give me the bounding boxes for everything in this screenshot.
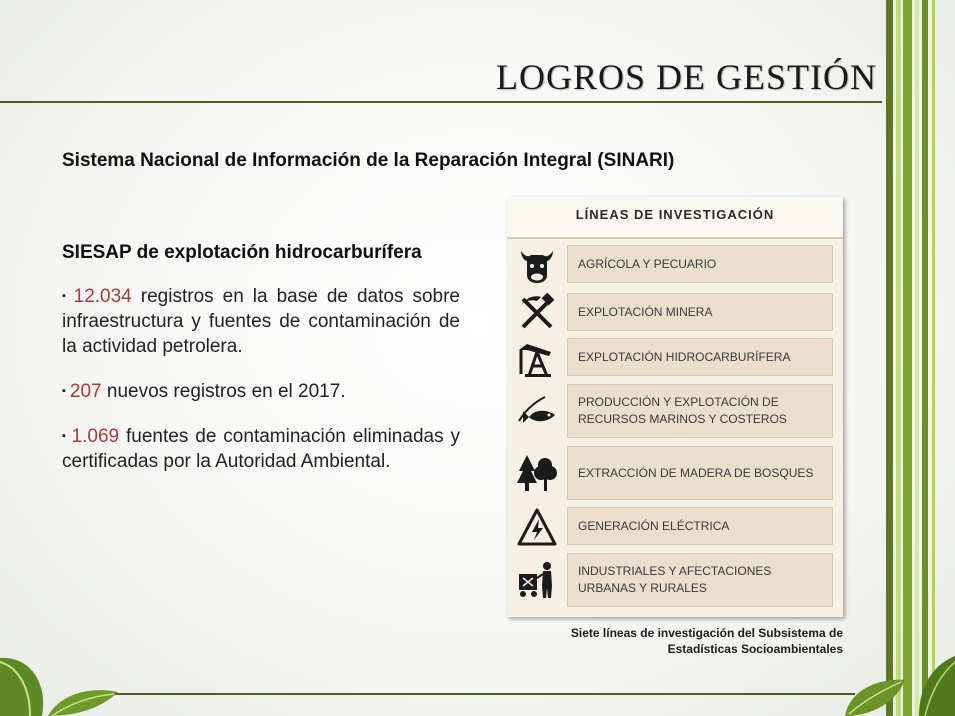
bullet-text: registros en la base de datos sobre infraestructura y fuentes de contaminación de la actividad petrolera. <box>62 286 460 357</box>
research-line-row <box>507 245 843 283</box>
fish-hook-icon <box>517 391 557 431</box>
left-column <box>62 240 460 494</box>
highlight-number: 1.069 <box>71 426 120 447</box>
oil-pump-icon <box>517 338 557 378</box>
section-heading: SIESAP de explotación hidrocarburífera <box>62 242 422 263</box>
research-line-label: INDUSTRIALES Y AFECTACIONES URBANAS Y RURALES <box>567 553 833 607</box>
page-subtitle: Sistema Nacional de Información de la Reparación Integral (SINARI) <box>62 150 675 171</box>
research-line-label: EXPLOTACIÓN MINERA <box>567 293 833 331</box>
leaf-decoration-right <box>835 640 955 716</box>
bullet-marker: ▪ <box>62 430 68 442</box>
research-line-label: AGRÍCOLA Y PECUARIO <box>567 245 833 283</box>
decorative-stripe <box>915 0 919 716</box>
research-line-label: GENERACIÓN ELÉCTRICA <box>567 507 833 545</box>
research-line-row <box>507 507 843 545</box>
research-line-row <box>507 553 843 607</box>
research-line-row <box>507 446 843 500</box>
bullet-item <box>62 284 460 359</box>
cow-icon <box>517 245 557 285</box>
decorative-stripe <box>886 0 893 716</box>
research-line-row <box>507 293 843 331</box>
highlight-number: 12.034 <box>73 286 132 307</box>
bullet-marker: ▪ <box>62 385 66 397</box>
page-title: LOGROS DE GESTIÓN <box>496 57 877 97</box>
leaf-decoration-left <box>0 628 120 716</box>
trees-icon <box>517 453 557 493</box>
research-line-label: EXTRACCIÓN DE MADERA DE BOSQUES <box>567 446 833 500</box>
caption-line: Estadísticas Socioambientales <box>667 642 843 656</box>
title-divider <box>0 101 882 103</box>
panel-caption <box>507 625 843 657</box>
research-line-label: PRODUCCIÓN Y EXPLOTACIÓN DE RECURSOS MARINOS Y COSTEROS <box>567 384 833 438</box>
bullet-text: fuentes de contaminación eliminadas y certificadas por la Autoridad Ambiental. <box>62 426 460 472</box>
bullet-item <box>62 424 460 474</box>
research-line-row <box>507 338 843 376</box>
decorative-stripe <box>932 0 935 716</box>
decorative-stripe <box>903 0 912 716</box>
panel-header: LÍNEAS DE INVESTIGACIÓN <box>507 197 843 239</box>
research-line-row <box>507 384 843 438</box>
decorative-stripe <box>896 0 901 716</box>
research-lines-panel <box>507 197 843 617</box>
waste-cart-icon <box>517 560 557 600</box>
decorative-stripe <box>922 0 928 716</box>
bullet-item <box>62 379 460 404</box>
research-line-label: EXPLOTACIÓN HIDROCARBURÍFERA <box>567 338 833 376</box>
bullet-marker: ▪ <box>62 290 70 302</box>
caption-line: Siete líneas de investigación del Subsistema de <box>570 626 843 640</box>
bullet-text: nuevos registros en el 2017. <box>101 381 346 402</box>
high-voltage-icon <box>517 507 557 547</box>
bottom-divider <box>115 693 855 695</box>
pickaxe-hammer-icon <box>517 293 557 333</box>
highlight-number: 207 <box>69 381 102 402</box>
